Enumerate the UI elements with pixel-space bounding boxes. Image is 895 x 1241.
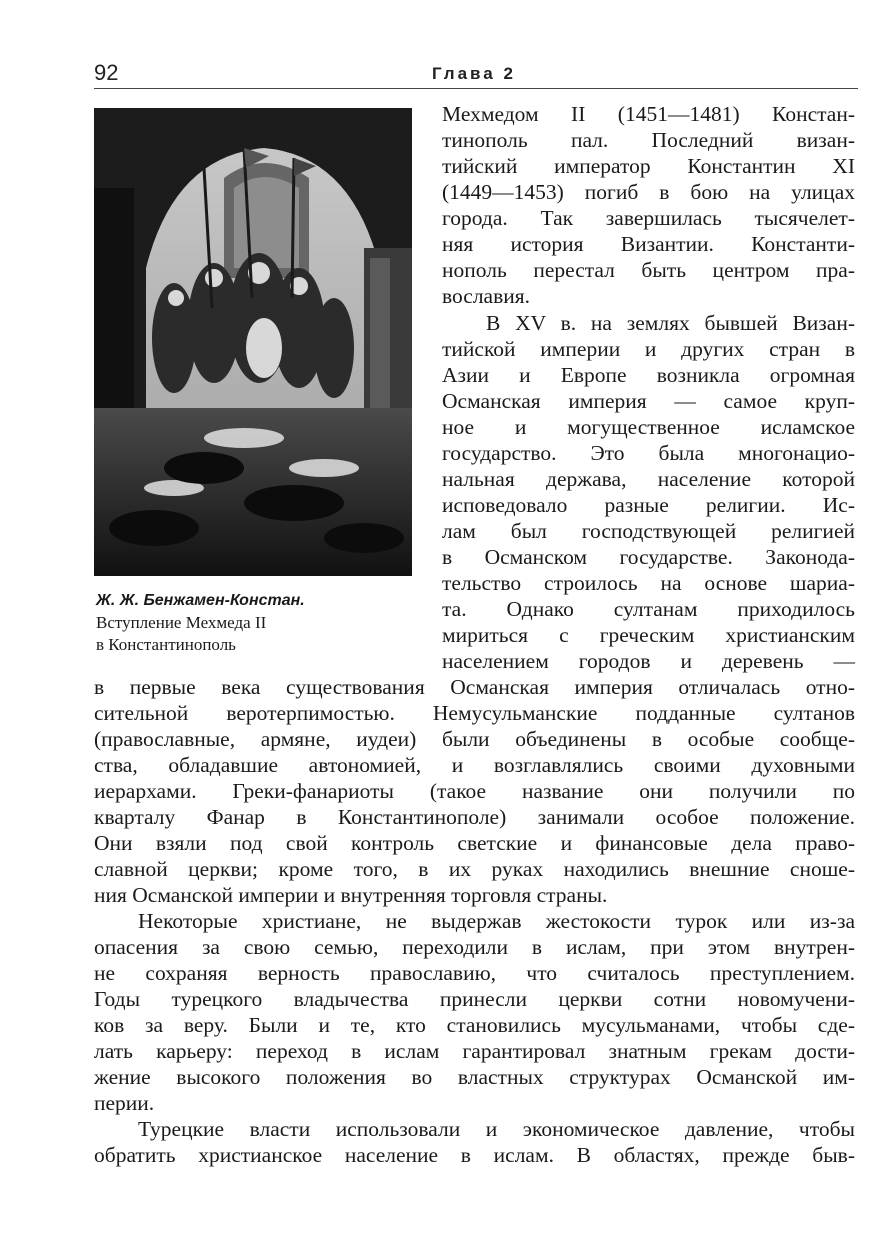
painting-illustration xyxy=(94,108,412,576)
text-line: сительной веротерпимостью. Немусульманские подданные султанов xyxy=(94,701,855,725)
painting-image xyxy=(94,108,412,576)
text-line: обратить христианское население в ислам. В областях, прежде быв- xyxy=(94,1143,855,1167)
text-line: тинополь пал. Последний визан- xyxy=(442,128,855,152)
text-line: иерархами. Греки-фанариоты (такое название они получили по xyxy=(94,779,855,803)
text-line: государство. Это была многонацио- xyxy=(442,441,855,465)
text-line: Мехмедом II (1451—1481) Констан- xyxy=(442,102,855,126)
text-line: кварталу Фанар в Константинополе) занимали особое положение. xyxy=(94,805,855,829)
text-line: няя история Византии. Константи- xyxy=(442,232,855,256)
caption-author: Ж. Ж. Бенжамен-Констан. xyxy=(96,592,305,609)
text-line: лать карьеру: переход в ислам гарантировал знатным грекам дости- xyxy=(94,1039,855,1063)
text-line: ное и могущественное исламское xyxy=(442,415,855,439)
text-line: вославия. xyxy=(442,284,531,308)
text-line: тельство строилось на основе шариа- xyxy=(442,571,855,595)
text-line: тийской империи и других стран в xyxy=(442,337,855,361)
text-line: опасения за свою семью, переходили в ислам, при этом внутрен- xyxy=(94,935,855,959)
text-line: в первые века существования Османская империя отличалась отно- xyxy=(94,675,855,699)
page-number: 92 xyxy=(94,60,119,85)
text-line: ков за веру. Были и те, кто становились мусульманами, чтобы сде- xyxy=(94,1013,855,1037)
text-line: населением городов и деревень — xyxy=(442,649,855,673)
text-line: перии. xyxy=(94,1091,155,1115)
text-line: (1449—1453) погиб в бою на улицах xyxy=(442,180,855,204)
text-line: Они взяли под свой контроль светские и финансовые дела право- xyxy=(94,831,855,855)
text-line: мириться с греческим христианским xyxy=(442,623,855,647)
text-line: (православные, армяне, иудеи) были объединены в особые сообще- xyxy=(94,727,855,751)
text-line: В XV в. на землях бывшей Визан- xyxy=(486,311,855,335)
text-line: Годы турецкого владычества принесли церкви сотни новомучени- xyxy=(94,987,855,1011)
text-line: Азии и Европе возникла огромная xyxy=(442,363,855,387)
figure-caption xyxy=(96,590,414,656)
text-line: ния Османской империи и внутренняя торговля страны. xyxy=(94,883,608,907)
text-line: города. Так завершилась тысячелет- xyxy=(442,206,855,230)
caption-title-line: Вступление Мехмеда II xyxy=(96,613,267,632)
text-line: Некоторые христиане, не выдержав жестокости турок или из-за xyxy=(138,909,855,933)
chapter-heading: Глава 2 xyxy=(432,64,516,83)
caption-title-line: в Константинополь xyxy=(96,635,236,654)
text-line: тийский император Константин XI xyxy=(442,154,855,178)
text-line: не сохраняя верность православию, что считалось преступлением. xyxy=(94,961,855,985)
text-line: та. Однако султанам приходилось xyxy=(442,597,855,621)
text-line: славной церкви; кроме того, в их руках находились внешние сноше- xyxy=(94,857,855,881)
header-rule xyxy=(94,88,858,89)
text-line: в Османском государстве. Законода- xyxy=(442,545,855,569)
text-line: нальная держава, население которой xyxy=(442,467,855,491)
text-line: лам был господствующей религией xyxy=(442,519,855,543)
text-line: жение высокого положения во властных структурах Османской им- xyxy=(94,1065,855,1089)
text-line: Турецкие власти использовали и экономическое давление, чтобы xyxy=(138,1117,855,1141)
text-line: исповедовало разные религии. Ис- xyxy=(442,493,855,517)
text-line: Османская империя — самое круп- xyxy=(442,389,855,413)
text-line: нополь перестал быть центром пра- xyxy=(442,258,855,282)
text-line: ства, обладавшие автономией, и возглавлялись своими духовными xyxy=(94,753,855,777)
